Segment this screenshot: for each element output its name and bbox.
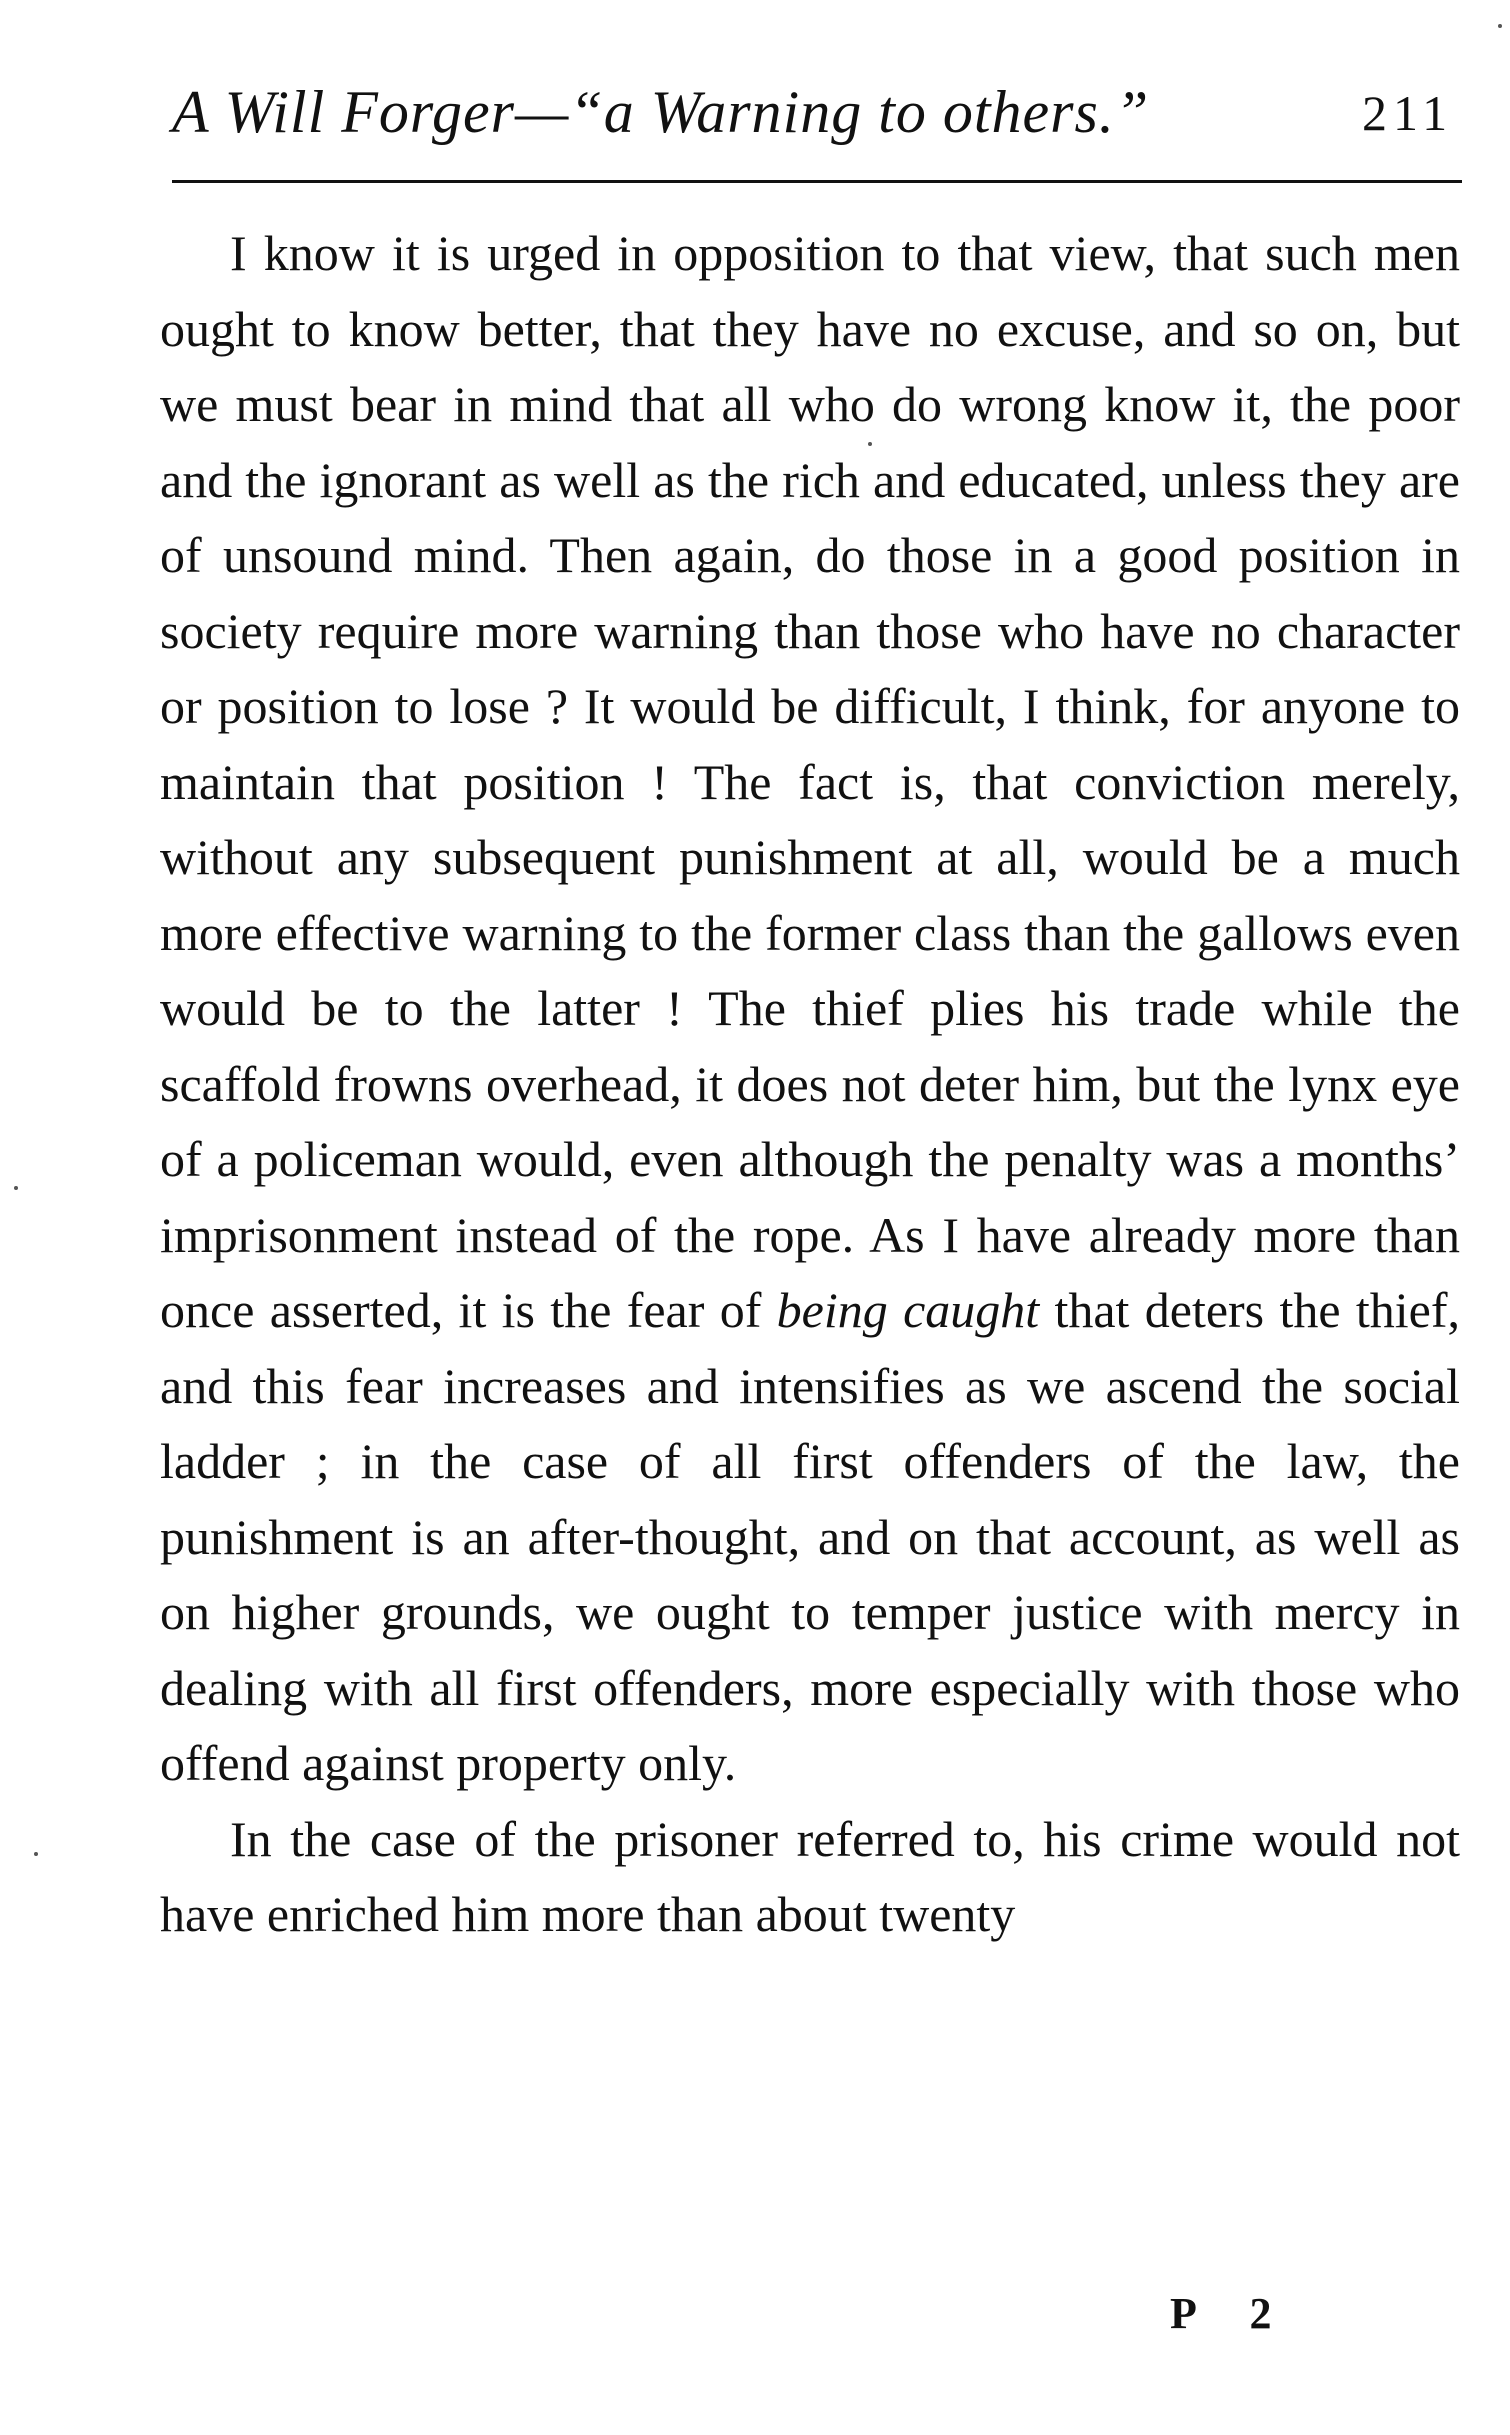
header-rule xyxy=(172,180,1462,183)
paragraph-1-text-after: that deters the thief, and this fear increases and intensifies as we ascend the social ladder ; in the case of all first offenders of the law, the punishment is an after-thought, and on that account, as well as on higher grounds, we ought to temper justice with mercy in dealing with all first offenders, more especially with those who offend against property only. xyxy=(160,1282,1460,1791)
paragraph-1-emphasis: being caught xyxy=(776,1282,1040,1338)
print-speck xyxy=(1498,24,1502,28)
page-header xyxy=(172,78,1472,158)
running-title: A Will Forger—“a Warning to others.” xyxy=(172,79,1150,145)
body-text xyxy=(160,216,1460,1953)
print-speck xyxy=(14,1186,18,1190)
paragraph-2: In the case of the prisoner referred to, his crime would not have enriched him more than about twenty xyxy=(160,1810,1460,1942)
signature-mark: P 2 xyxy=(1170,2289,1294,2338)
paragraph-1 xyxy=(160,216,1460,1802)
paragraph-1-text-before: I know it is urged in opposition to that view, that such men ought to know better, that they have no excuse, and so on, but we must bear in mind that all who do wrong know it, the poor and the ignorant as well as the rich and educated, unless they are of unsound mind. Then again, do those in a good position in society require more warning than those who have no character or position to lose ? It would be difficult, I think, for anyone to maintain that position ! The fact is, that conviction merely, without any subsequent punishment at all, would be a much more effective warning to the former class than the gallows even would be to the latter ! The thief plies his trade while the scaffold frowns overhead, it does not deter him, but the lynx eye of a policeman would, even although the penalty was a months’ imprisonment instead of the rope. As I have already more than once asserted, it is the fear of xyxy=(160,225,1460,1338)
print-speck xyxy=(34,1852,38,1856)
page-number: 211 xyxy=(1362,85,1454,141)
print-speck xyxy=(868,442,872,446)
